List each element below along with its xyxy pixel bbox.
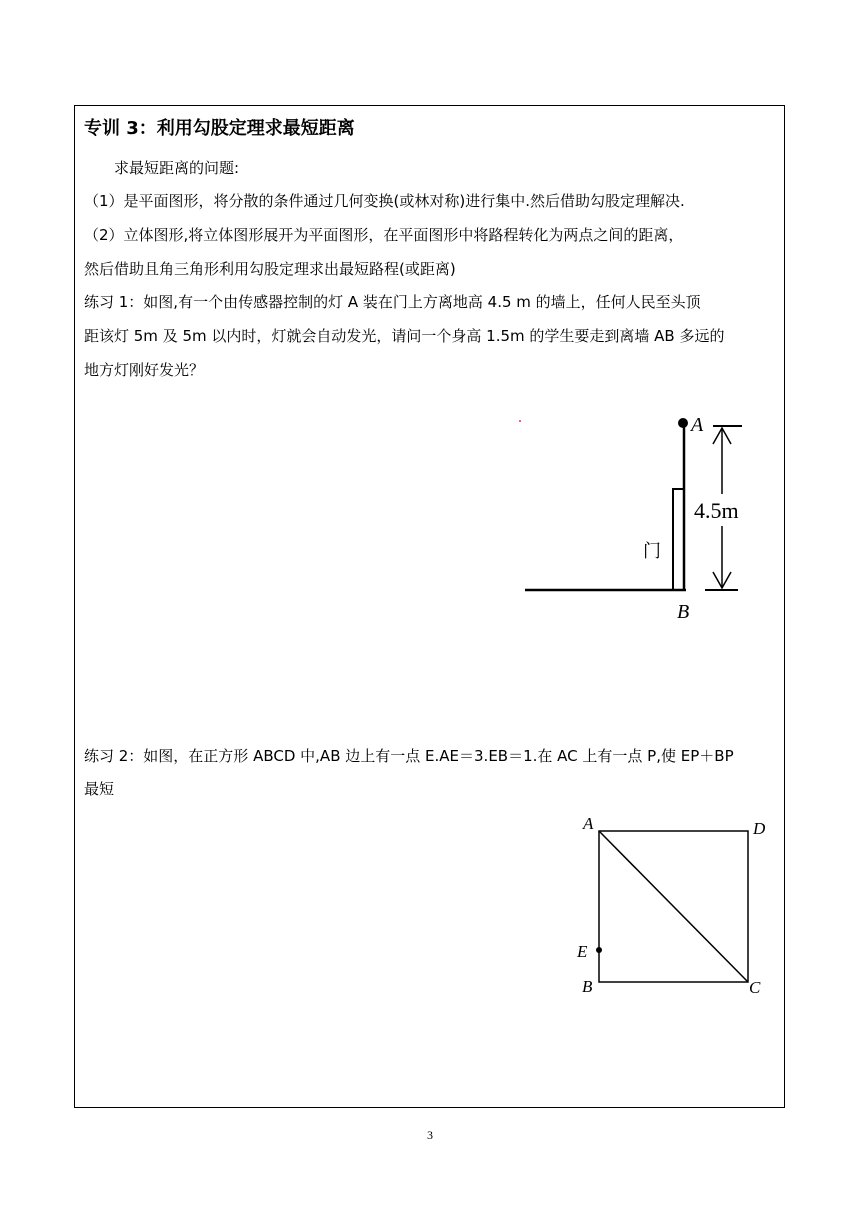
label-a: A bbox=[583, 814, 594, 833]
point-e bbox=[596, 947, 602, 953]
intro-lead: 求最短距离的问题: bbox=[114, 159, 240, 177]
intro-item-2-line-1: （2）立体图形,将立体图形展开为平面图形，在平面图形中将路程转化为两点之间的距离， bbox=[84, 226, 684, 244]
exercise-2-line-1: 练习 2：如图，在正方形 ABCD 中,AB 边上有一点 E.AE＝3.EB＝1.在 AC 上有一点 P,使 EP＋BP bbox=[84, 747, 734, 765]
label-d: D bbox=[753, 819, 766, 838]
intro-item-1: （1）是平面图形，将分散的条件通过几何变换(或林对称)进行集中.然后借助勾股定理解决. bbox=[84, 192, 685, 210]
height-label: 4.5m bbox=[694, 498, 739, 523]
exercise-1-line-3: 地方灯刚好发光？ bbox=[84, 361, 205, 379]
section-title: 专训 3：利用勾股定理求最短距离 bbox=[84, 118, 355, 139]
label-e: E bbox=[577, 942, 588, 961]
label-b: B bbox=[582, 977, 593, 996]
page-number: 3 bbox=[427, 1128, 433, 1142]
diagonal-ac bbox=[599, 831, 748, 982]
door-label: 门 bbox=[643, 541, 661, 562]
label-b-bottom: B bbox=[677, 601, 690, 623]
intro-item-2-line-2: 然后借助且角三角形利用勾股定理求出最短路程(或距离) bbox=[84, 260, 456, 278]
exercise-2-line-2: 最短 bbox=[84, 780, 115, 798]
exercise-1-line-2: 距该灯 5m 及 5m 以内时，灯就会自动发光，请问一个身高 1.5m 的学生要走到离墙 AB 多远的 bbox=[84, 327, 725, 345]
label-c: C bbox=[749, 978, 761, 997]
exercise-1-line-1: 练习 1：如图,有一个由传感器控制的灯 A 装在门上方离地高 4.5 m 的墙上，任何人民至头顶 bbox=[84, 293, 701, 311]
label-a-top: A bbox=[691, 414, 704, 436]
